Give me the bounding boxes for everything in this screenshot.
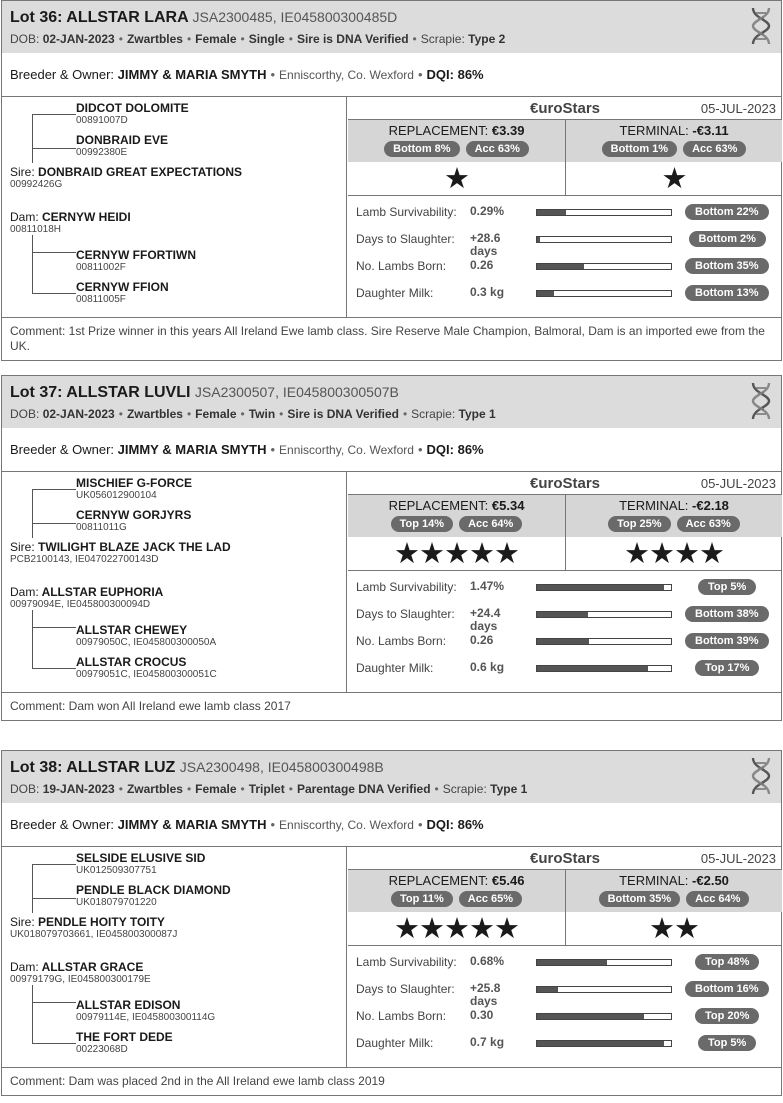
trait-row [348, 604, 782, 633]
pedigree-sire-dam [76, 884, 231, 908]
dam-sire-reg: 00979114E, IE045800300114G [76, 1012, 216, 1023]
breeder-row: Breeder & Owner: JIMMY & MARIA SMYTH • Enniscorthy, Co. Wexford • DQI: 86% [2, 428, 781, 472]
dqi: DQI: 86% [426, 817, 484, 832]
sire-label: Sire: [10, 540, 35, 554]
terminal-label: TERMINAL: [619, 498, 689, 513]
terminal-index [566, 495, 782, 571]
breeder-row: Breeder & Owner: JIMMY & MARIA SMYTH • Enniscorthy, Co. Wexford • DQI: 86% [2, 803, 781, 847]
evaluation-date: 05-JUL-2023 [700, 101, 776, 116]
eurostars-logo: €uroStars [529, 475, 601, 492]
breed: Zwartbles [126, 782, 183, 796]
breed: Zwartbles [126, 32, 183, 46]
dam-label: Dam: [10, 585, 39, 599]
lot-name: Lot 36: ALLSTAR LARA [10, 9, 189, 26]
dam-name: ALLSTAR EUPHORIA [41, 585, 164, 599]
pedigree-dam-sire [76, 249, 196, 273]
trait-row [348, 1033, 782, 1053]
sire-label: Sire: [10, 915, 35, 929]
dob-label: DOB: [10, 32, 40, 46]
eurostars-logo: €uroStars [529, 850, 601, 867]
eurostars-panel [348, 97, 782, 317]
replacement-index [348, 495, 566, 571]
trait-bar-fill [537, 960, 607, 965]
sire-reg: 00992426G [10, 179, 63, 190]
dna-status: Sire is DNA Verified [296, 32, 409, 46]
terminal-index [566, 870, 782, 946]
trait-bar [536, 290, 672, 297]
replacement-rank-badge: Top 14% [391, 516, 453, 532]
terminal-accuracy-badge: Acc 64% [686, 891, 749, 907]
pedigree-sire [10, 916, 177, 940]
lot-details: DOB: 02-JAN-2023 • Zwartbles • Female • Single • Sire is DNA Verified • Scrapie: Type 2 [10, 32, 506, 46]
trait-bar [536, 236, 672, 243]
breeder-location: Enniscorthy, Co. Wexford [279, 442, 414, 457]
scrapie-label: Scrapie: [442, 782, 487, 796]
lot-card [1, 375, 782, 721]
dam-dam-name: ALLSTAR CROCUS [76, 655, 187, 669]
birth-type: Triplet [248, 782, 285, 796]
lot-title [10, 6, 773, 29]
dam-dam-name: CERNYW FFION [76, 280, 169, 294]
trait-rank-badge: Top 20% [695, 1008, 759, 1024]
breeder-row: Breeder & Owner: JIMMY & MARIA SMYTH • Enniscorthy, Co. Wexford • DQI: 86% [2, 53, 781, 97]
lot-comment: Comment: 1st Prize winner in this years All Ireland Ewe lamb class. Sire Reserve Male Champion, Balmoral, Dam is an imported ewe from the UK. [2, 317, 781, 360]
terminal-accuracy-badge: Acc 63% [677, 516, 740, 532]
lot-body [2, 97, 781, 317]
eurostars-panel [348, 847, 782, 1067]
trait-rank-badge: Bottom 35% [685, 258, 769, 274]
dam-label: Dam: [10, 210, 39, 224]
lot-body [2, 847, 781, 1067]
trait-rank-badge: Bottom 39% [685, 633, 769, 649]
sire-dam-name: CERNYW GORJYRS [76, 508, 192, 522]
replacement-star-rating: ★ [444, 163, 469, 195]
sex: Female [195, 407, 237, 421]
pedigree-dam-sire [76, 624, 216, 648]
lot-header [2, 1, 781, 53]
pedigree-sire-sire [76, 852, 205, 876]
trait-name: Days to Slaughter: [356, 982, 455, 996]
trait-value: 0.6 kg [470, 660, 505, 674]
pedigree-dam-dam [76, 1031, 173, 1055]
trait-bar-fill [537, 666, 648, 671]
pedigree-sire-sire [76, 102, 189, 126]
pedigree [2, 472, 347, 692]
terminal-star-rating: ★★★★ [624, 538, 724, 570]
dna-helix-icon [749, 6, 773, 46]
trait-bar-fill [537, 585, 664, 590]
sire-sire-reg: 00891007D [76, 115, 128, 126]
dam-dam-reg: 00811005F [76, 294, 126, 305]
sire-dam-reg: UK018079701220 [76, 897, 157, 908]
lot-body [2, 472, 781, 692]
trait-rank-badge: Top 48% [695, 954, 759, 970]
trait-name: Daughter Milk: [356, 1036, 434, 1050]
scrapie-label: Scrapie: [411, 407, 456, 421]
dob: 02-JAN-2023 [42, 32, 115, 46]
breed: Zwartbles [126, 407, 183, 421]
trait-name: Lamb Survivability: [356, 580, 457, 594]
dob-label: DOB: [10, 407, 40, 421]
sire-sire-reg: UK056012900104 [76, 490, 157, 501]
trait-value: +24.4 days [470, 606, 501, 633]
trait-value: 0.7 kg [470, 1035, 505, 1049]
lot-ids: JSA2300485, IE045800300485D [192, 9, 398, 25]
dna-status: Sire is DNA Verified [287, 407, 399, 421]
terminal-value: -€3.11 [692, 123, 729, 138]
sire-name: PENDLE HOITY TOITY [38, 915, 165, 929]
trait-name: Days to Slaughter: [356, 607, 455, 621]
replacement-label: REPLACEMENT: [388, 123, 489, 138]
trait-name: Daughter Milk: [356, 661, 434, 675]
pedigree-dam [10, 961, 151, 985]
replacement-accuracy-badge: Acc 63% [466, 141, 529, 157]
sire-dam-name: DONBRAID EVE [76, 133, 169, 147]
dam-reg: 00979179G, IE045800300179E [10, 974, 151, 985]
trait-bar-fill [537, 291, 554, 296]
replacement-value: €5.46 [491, 873, 525, 888]
terminal-label: TERMINAL: [619, 873, 689, 888]
pedigree-sire [10, 166, 242, 190]
replacement-value: €3.39 [491, 123, 525, 138]
lot-ids: JSA2300507, IE045800300507B [194, 384, 399, 400]
lot-details: DOB: 19-JAN-2023 • Zwartbles • Female • Triplet • Parentage DNA Verified • Scrapie: Type 1 [10, 782, 528, 796]
lot-details: DOB: 02-JAN-2023 • Zwartbles • Female • Twin • Sire is DNA Verified • Scrapie: Type 1 [10, 407, 496, 421]
sire-sire-name: MISCHIEF G-FORCE [76, 476, 192, 490]
pedigree-sire-sire [76, 477, 192, 501]
trait-value: 0.30 [470, 1008, 494, 1022]
dam-name: ALLSTAR GRACE [41, 960, 144, 974]
dob-label: DOB: [10, 782, 40, 796]
trait-row [348, 229, 782, 258]
trait-bar [536, 986, 672, 993]
terminal-star-rating: ★★ [649, 913, 699, 945]
terminal-rank-badge: Bottom 1% [602, 141, 677, 157]
trait-row [348, 283, 782, 303]
dna-helix-icon [749, 756, 773, 796]
trait-name: No. Lambs Born: [356, 1009, 447, 1023]
terminal-value: -€2.50 [692, 873, 729, 888]
replacement-value: €5.34 [491, 498, 525, 513]
sex: Female [195, 782, 237, 796]
trait-bar [536, 263, 672, 270]
lot-header [2, 376, 781, 428]
replacement-index [348, 870, 566, 946]
birth-type: Twin [248, 407, 276, 421]
trait-bar [536, 209, 672, 216]
evaluation-date: 05-JUL-2023 [700, 476, 776, 491]
dna-status: Parentage DNA Verified [296, 782, 431, 796]
lot-ids: JSA2300498, IE045800300498B [179, 759, 384, 775]
sire-reg: UK018079703661, IE045800300087J [10, 929, 178, 940]
trait-bar-fill [537, 264, 584, 269]
lot-name: Lot 37: ALLSTAR LUVLI [10, 384, 191, 401]
trait-value: +25.8 days [470, 981, 501, 1008]
sire-name: DONBRAID GREAT EXPECTATIONS [38, 165, 243, 179]
trait-rank-badge: Top 17% [695, 660, 759, 676]
trait-value: 0.68% [470, 954, 505, 968]
eurostars-header [348, 847, 782, 870]
replacement-rank-badge: Top 11% [391, 891, 453, 907]
replacement-star-rating: ★★★★★ [394, 913, 519, 945]
trait-bar [536, 665, 672, 672]
sire-dam-reg: 00992380E [76, 147, 128, 158]
trait-row [348, 979, 782, 1008]
sex: Female [195, 32, 237, 46]
trait-bar-fill [537, 237, 540, 242]
trait-name: Lamb Survivability: [356, 205, 457, 219]
dam-sire-name: ALLSTAR EDISON [76, 998, 181, 1012]
replacement-star-rating: ★★★★★ [394, 538, 519, 570]
trait-bar-fill [537, 639, 589, 644]
sire-sire-name: SELSIDE ELUSIVE SID [76, 851, 206, 865]
breeder-location: Enniscorthy, Co. Wexford [279, 67, 414, 82]
trait-bar-fill [537, 210, 566, 215]
trait-bar-fill [537, 1014, 644, 1019]
trait-value: 0.26 [470, 633, 494, 647]
terminal-index [566, 120, 782, 196]
lot-header [2, 751, 781, 803]
replacement-index [348, 120, 566, 196]
lot-comment: Comment: Dam won All Ireland ewe lamb class 2017 [2, 692, 781, 720]
scrapie-label: Scrapie: [420, 32, 465, 46]
pedigree-dam [10, 586, 163, 610]
breeder-label: Breeder & Owner: [10, 67, 115, 82]
lot-name: Lot 38: ALLSTAR LUZ [10, 759, 176, 776]
terminal-star-rating: ★ [661, 163, 687, 195]
lot-title [10, 381, 773, 404]
sire-name: TWILIGHT BLAZE JACK THE LAD [38, 540, 231, 554]
trait-row [348, 658, 782, 678]
trait-rank-badge: Top 5% [698, 579, 756, 595]
trait-row [348, 1006, 782, 1026]
dam-sire-reg: 00979050C, IE045800300050A [76, 637, 217, 648]
breeder-name: JIMMY & MARIA SMYTH [117, 67, 267, 82]
pedigree-dam-dam [76, 656, 217, 680]
pedigree-sire-dam [76, 509, 191, 533]
dam-dam-reg: 00979051C, IE045800300051C [76, 669, 217, 680]
trait-bar [536, 1040, 672, 1047]
dam-reg: 00979094E, IE045800300094D [10, 599, 151, 610]
sire-label: Sire: [10, 165, 35, 179]
pedigree-dam-dam [76, 281, 169, 305]
trait-name: Days to Slaughter: [356, 232, 455, 246]
sire-sire-name: DIDCOT DOLOMITE [76, 101, 189, 115]
lot-title [10, 756, 773, 779]
replacement-accuracy-badge: Acc 64% [459, 516, 522, 532]
eurostars-header [348, 472, 782, 495]
lot-card [1, 0, 782, 361]
lot-comment: Comment: Dam was placed 2nd in the All Ireland ewe lamb class 2019 [2, 1067, 781, 1095]
trait-value: 0.26 [470, 258, 494, 272]
replacement-label: REPLACEMENT: [388, 498, 489, 513]
breeder-label: Breeder & Owner: [10, 817, 115, 832]
pedigree-sire-dam [76, 134, 168, 158]
evaluation-date: 05-JUL-2023 [700, 851, 776, 866]
trait-name: Lamb Survivability: [356, 955, 457, 969]
pedigree [2, 97, 347, 317]
dam-sire-reg: 00811002F [76, 262, 126, 273]
breeder-name: JIMMY & MARIA SMYTH [117, 817, 267, 832]
trait-row [348, 202, 782, 222]
trait-bar [536, 638, 672, 645]
trait-bar [536, 1013, 672, 1020]
replacement-rank-badge: Bottom 8% [384, 141, 459, 157]
trait-bar [536, 959, 672, 966]
trait-bar [536, 584, 672, 591]
pedigree-dam-sire [76, 999, 215, 1023]
terminal-label: TERMINAL: [619, 123, 689, 138]
trait-bar [536, 611, 672, 618]
scrapie-type: Type 1 [458, 407, 496, 421]
sire-dam-name: PENDLE BLACK DIAMOND [76, 883, 231, 897]
trait-name: No. Lambs Born: [356, 259, 447, 273]
terminal-rank-badge: Bottom 35% [599, 891, 681, 907]
birth-type: Single [248, 32, 285, 46]
eurostars-panel [348, 472, 782, 692]
sire-reg: PCB2100143, IE047022700143D [10, 554, 159, 565]
trait-row [348, 256, 782, 276]
scrapie-type: Type 1 [490, 782, 528, 796]
trait-rank-badge: Bottom 2% [689, 231, 766, 247]
trait-rank-badge: Bottom 13% [685, 285, 769, 301]
eurostars-logo: €uroStars [529, 100, 601, 117]
dob: 19-JAN-2023 [42, 782, 115, 796]
breeder-label: Breeder & Owner: [10, 442, 115, 457]
eurostars-header [348, 97, 782, 120]
trait-row [348, 952, 782, 972]
dam-dam-reg: 00223068D [76, 1044, 128, 1055]
trait-value: 0.3 kg [470, 285, 505, 299]
dam-sire-name: CERNYW FFORTIWN [76, 248, 196, 262]
trait-name: Daughter Milk: [356, 286, 434, 300]
dna-helix-icon [749, 381, 773, 421]
trait-row [348, 631, 782, 651]
trait-rank-badge: Bottom 38% [685, 606, 769, 622]
scrapie-type: Type 2 [468, 32, 506, 46]
pedigree-dam [10, 211, 131, 235]
sire-dam-reg: 00811011G [76, 522, 127, 533]
dam-label: Dam: [10, 960, 39, 974]
dqi: DQI: 86% [426, 67, 484, 82]
breeder-name: JIMMY & MARIA SMYTH [117, 442, 267, 457]
terminal-accuracy-badge: Acc 63% [683, 141, 746, 157]
pedigree [2, 847, 347, 1067]
breeder-location: Enniscorthy, Co. Wexford [279, 817, 414, 832]
dam-name: CERNYW HEIDI [42, 210, 131, 224]
trait-bar-fill [537, 612, 588, 617]
pedigree-sire [10, 541, 231, 565]
replacement-accuracy-badge: Acc 65% [459, 891, 522, 907]
terminal-rank-badge: Top 25% [608, 516, 670, 532]
trait-rank-badge: Top 5% [698, 1035, 756, 1051]
terminal-value: -€2.18 [692, 498, 729, 513]
dam-reg: 00811018H [10, 224, 61, 235]
trait-row [348, 577, 782, 597]
replacement-label: REPLACEMENT: [388, 873, 489, 888]
sire-sire-reg: UK012509307751 [76, 865, 157, 876]
dqi: DQI: 86% [426, 442, 484, 457]
trait-value: 0.29% [470, 204, 505, 218]
trait-value: +28.6 days [470, 231, 501, 258]
trait-value: 1.47% [470, 579, 505, 593]
trait-bar-fill [537, 1041, 664, 1046]
dob: 02-JAN-2023 [42, 407, 115, 421]
trait-bar-fill [537, 987, 558, 992]
trait-rank-badge: Bottom 22% [685, 204, 769, 220]
lot-card [1, 750, 782, 1096]
dam-sire-name: ALLSTAR CHEWEY [76, 623, 188, 637]
dam-dam-name: THE FORT DEDE [76, 1030, 173, 1044]
trait-name: No. Lambs Born: [356, 634, 447, 648]
trait-rank-badge: Bottom 16% [685, 981, 769, 997]
